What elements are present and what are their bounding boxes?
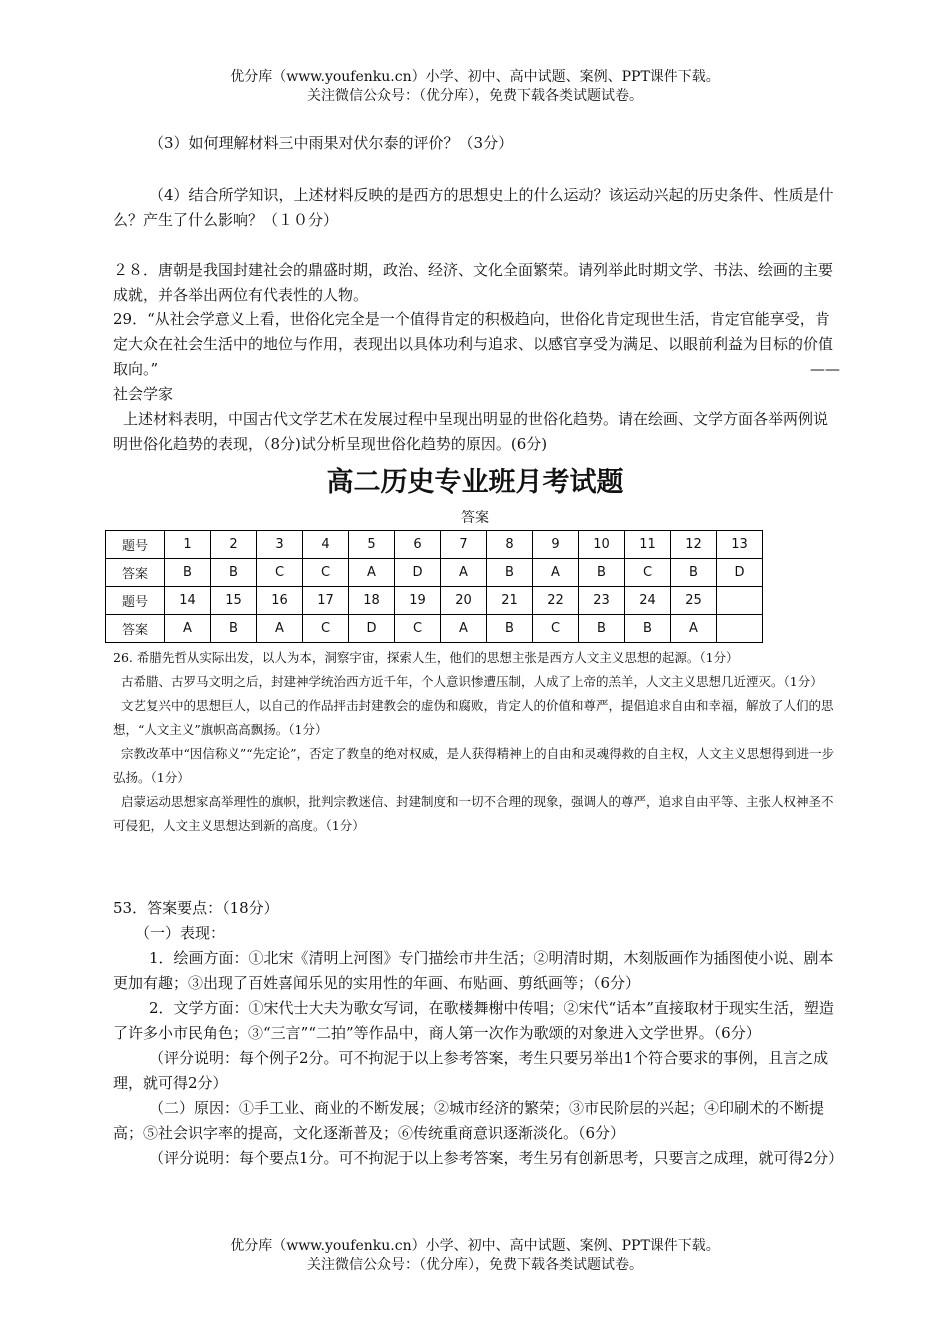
answer-53-heading: 53．答案要点：（18分） (113, 899, 279, 917)
question-29-quote (113, 307, 840, 382)
answer-cell: C (395, 615, 441, 643)
answer-cell: C (625, 559, 671, 587)
answer-26-block (113, 646, 840, 838)
question-number: 20 (441, 587, 487, 615)
question-29-dash: —— (810, 360, 840, 378)
answer-26-paragraph: 宗教改革中“因信称义”“先定论”，否定了教皇的绝对权威，是人获得精神上的自由和灵魂得救的自主权，人文主义思想得到进一步弘扬。（1分） (113, 746, 835, 785)
question-number: 8 (487, 531, 533, 559)
answer-cell: B (579, 615, 625, 643)
question-number: 6 (395, 531, 441, 559)
answer-53-scoring-note-2: （评分说明：每个要点1分。可不拘泥于以上参考答案，考生另有创新思考，只要言之成理，就可得2分） (149, 1149, 844, 1167)
table-row (106, 587, 763, 615)
answer-cell: B (625, 615, 671, 643)
question-29-task: 上述材料表明，中国古代文学艺术在发展过程中呈现出明显的世俗化趋势。请在绘画、文学方面各举两例说明世俗化趋势的表现，（8分)试分析呈现世俗化趋势的原因。(6分) (113, 410, 829, 453)
row-label: 答案 (106, 559, 165, 587)
answer-cell (717, 615, 763, 643)
answer-cell: B (487, 559, 533, 587)
answer-26-paragraph: 古希腊、古罗马文明之后，封建神学统治西方近千年，个人意识惨遭压制，人成了上帝的羔羊，人文主义思想几近湮灭。（1分） (121, 674, 823, 689)
answer-cell: B (211, 559, 257, 587)
page-title: 高二历史专业班月考试题 (326, 467, 624, 498)
answer-53-reasons: （二）原因：①手工业、商业的不断发展；②城市经济的繁荣；③市民阶层的兴起；④印刷术的不断提高；⑤社会识字率的提高，文化逐渐普及；⑥传统重商意识逐渐淡化。（6分） (113, 1099, 825, 1142)
answer-subtitle: 答案 (461, 510, 489, 526)
answer-cell: B (579, 559, 625, 587)
answer-53-scoring-note-1: （评分说明：每个例子2分。可不拘泥于以上参考答案，考生只要另举出1个符合要求的事例，且言之成理，就可得2分） (113, 1049, 829, 1092)
question-number: 24 (625, 587, 671, 615)
question-number: 17 (303, 587, 349, 615)
answer-cell: A (257, 615, 303, 643)
answer-cell: A (441, 615, 487, 643)
answer-26-paragraph: 启蒙运动思想家高举理性的旗帜，批判宗教迷信、封建制度和一切不合理的现象，强调人的尊严，追求自由平等、主张人权神圣不可侵犯，人文主义思想达到新的高度。（1分） (113, 794, 834, 833)
question-29-source: 社会学家 (113, 385, 174, 403)
question-number: 10 (579, 531, 625, 559)
answer-26-paragraph: 26. 希腊先哲从实际出发，以人为本，洞察宇宙，探索人生，他们的思想主张是西方人文主义思想的起源。（1分） (113, 650, 739, 665)
table-row (106, 531, 763, 559)
question-28: ２８．唐朝是我国封建社会的鼎盛时期，政治、经济、文化全面繁荣。请列举此时期文学、书法、绘画的主要成就，并各举出两位有代表性的人物。 (113, 261, 834, 304)
header-line-1: 优分库（www.youfenku.cn）小学、初中、高中试题、案例、PPT课件下载。 (230, 69, 720, 85)
answer-53-block (113, 896, 844, 1171)
question-number: 13 (717, 531, 763, 559)
question-number: 16 (257, 587, 303, 615)
question-number: 5 (349, 531, 395, 559)
question-number: 9 (533, 531, 579, 559)
question-number: 21 (487, 587, 533, 615)
question-number: 3 (257, 531, 303, 559)
question-number: 25 (671, 587, 717, 615)
answer-cell: B (211, 615, 257, 643)
row-label: 答案 (106, 615, 165, 643)
question-number: 7 (441, 531, 487, 559)
question-number: 15 (211, 587, 257, 615)
header-line-2: 关注微信公众号：（优分库），免费下载各类试题试卷。 (307, 88, 643, 104)
question-3: （3）如何理解材料三中雨果对伏尔泰的评价？（3分） (149, 134, 514, 152)
answer-cell: B (487, 615, 533, 643)
question-4: （4）结合所学知识，上述材料反映的是西方的思想史上的什么运动？该运动兴起的历史条件、性质是什么？产生了什么影响？（１０分） (113, 186, 834, 229)
question-number: 12 (671, 531, 717, 559)
answer-cell: B (165, 559, 211, 587)
footer-line-1: 优分库（www.youfenku.cn）小学、初中、高中试题、案例、PPT课件下载。 (230, 1238, 720, 1254)
answer-53-painting: 1．绘画方面：①北宋《清明上河图》专门描绘市井生活；②明清时期，木刻版画作为插图使小说、剧本更加有趣；③出现了百姓喜闻乐见的实用性的年画、布贴画、剪纸画等；（6分） (113, 949, 834, 992)
answer-cell: A (349, 559, 395, 587)
answer-cell: A (165, 615, 211, 643)
row-label: 题号 (106, 531, 165, 559)
answer-cell: A (441, 559, 487, 587)
answer-cell: C (303, 615, 349, 643)
question-number: 23 (579, 587, 625, 615)
answer-cell: D (395, 559, 441, 587)
answer-table (105, 530, 763, 643)
question-29-quote-text: 29．“从社会学意义上看，世俗化完全是一个值得肯定的积极趋向，世俗化肯定现世生活，肯定官能享受，肯定大众在社会生活中的地位与作用，表现出以具体功利与追求、以感官享受为满足、以眼前利益为目标的价值取向。” (113, 310, 834, 378)
answer-26-paragraph: 文艺复兴中的思想巨人，以自己的作品抨击封建教会的虚伪和腐败，肯定人的价值和尊严，提倡追求自由和幸福，解放了人们的思想，“人文主义”旗帜高高飘扬。（1分） (113, 698, 834, 737)
answer-cell: C (257, 559, 303, 587)
question-number: 11 (625, 531, 671, 559)
answer-cell: C (533, 615, 579, 643)
answer-cell: B (671, 559, 717, 587)
answer-cell: D (717, 559, 763, 587)
table-row (106, 559, 763, 587)
question-number: 22 (533, 587, 579, 615)
answer-cell: C (303, 559, 349, 587)
question-number: 2 (211, 531, 257, 559)
page-footer (0, 1237, 950, 1275)
question-number: 1 (165, 531, 211, 559)
answer-53-literature: 2．文学方面：①宋代士大夫为歌女写词，在歌楼舞榭中传唱；②宋代“话本”直接取材于现实生活，塑造了许多小市民角色；③“三言”“二拍”等作品中，商人第一次作为歌颂的对象进入文学世界。（6分） (113, 999, 834, 1042)
question-number: 18 (349, 587, 395, 615)
answer-cell: A (533, 559, 579, 587)
question-number: 19 (395, 587, 441, 615)
footer-line-2: 关注微信公众号：（优分库），免费下载各类试题试卷。 (307, 1257, 643, 1273)
answer-cell: A (671, 615, 717, 643)
table-row (106, 615, 763, 643)
page-header (0, 68, 950, 106)
question-number: 4 (303, 531, 349, 559)
answer-cell: D (349, 615, 395, 643)
row-label: 题号 (106, 587, 165, 615)
question-number: 14 (165, 587, 211, 615)
question-number (717, 587, 763, 615)
answer-53-part-1-heading: （一）表现： (135, 924, 226, 942)
